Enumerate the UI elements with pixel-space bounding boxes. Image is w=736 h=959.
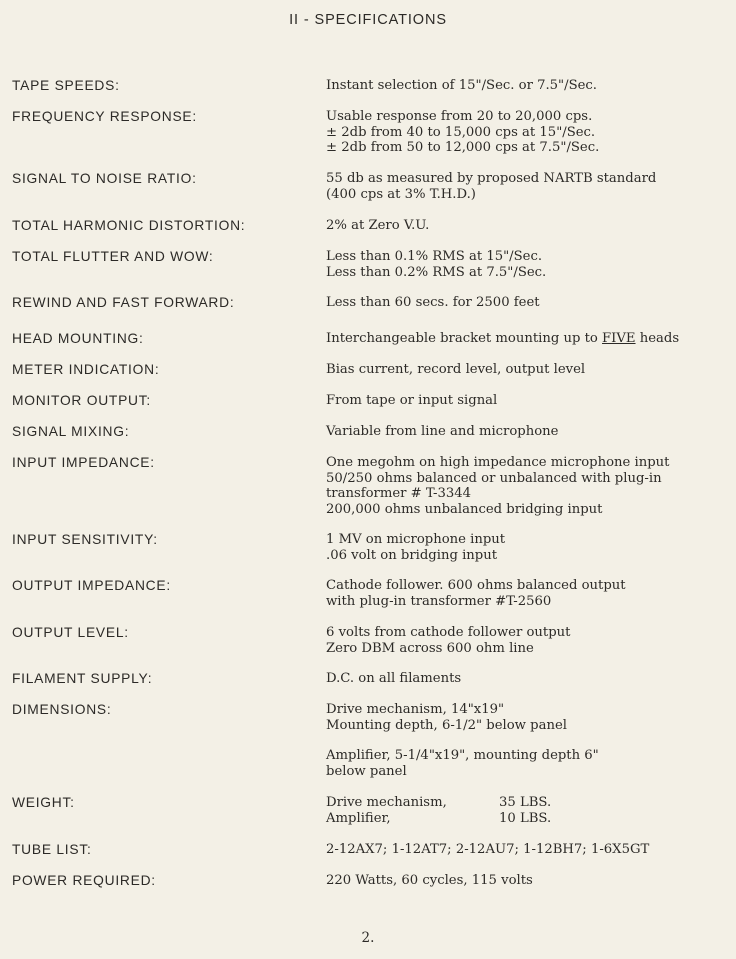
- spec-text: heads: [635, 331, 680, 346]
- spec-line: Instant selection of 15"/Sec. or 7.5"/Sec.: [326, 78, 597, 93]
- spec-line: Bias current, record level, output level: [326, 362, 586, 377]
- spec-line: Less than 60 secs. for 2500 feet: [326, 295, 540, 310]
- spec-line: below panel: [326, 763, 407, 779]
- spec-label: TOTAL FLUTTER AND WOW:: [12, 249, 214, 264]
- weight-value: 35 LBS.: [499, 795, 552, 810]
- weight-item: Amplifier,: [326, 810, 391, 826]
- weight-item: Drive mechanism,: [326, 795, 447, 810]
- spec-label: POWER REQUIRED:: [12, 873, 156, 888]
- spec-label: REWIND AND FAST FORWARD:: [12, 295, 235, 310]
- spec-value: [326, 455, 736, 517]
- spec-line: Less than 0.2% RMS at 7.5"/Sec.: [326, 264, 547, 280]
- spec-value: [326, 795, 736, 826]
- spec-value: [326, 532, 736, 563]
- spec-value: [326, 702, 736, 779]
- spec-value: [326, 78, 736, 94]
- spec-line: 200,000 ohms unbalanced bridging input: [326, 501, 603, 517]
- spec-value: [326, 424, 736, 440]
- spec-label: TOTAL HARMONIC DISTORTION:: [12, 218, 246, 233]
- spec-label: SIGNAL MIXING:: [12, 424, 130, 439]
- spec-value: [326, 362, 736, 378]
- spec-label: MONITOR OUTPUT:: [12, 393, 151, 408]
- spec-value: [326, 578, 736, 609]
- spec-value: [326, 331, 736, 347]
- spec-label: OUTPUT LEVEL:: [12, 625, 129, 640]
- spec-line: Cathode follower. 600 ohms balanced output: [326, 578, 626, 593]
- spec-label: WEIGHT:: [12, 795, 75, 810]
- spec-value: [326, 625, 736, 656]
- page-title: II - SPECIFICATIONS: [289, 12, 447, 28]
- spec-value: [326, 109, 736, 156]
- spec-line: Usable response from 20 to 20,000 cps.: [326, 109, 593, 124]
- weight-value: 10 LBS.: [499, 810, 552, 826]
- weight-line: [326, 811, 736, 827]
- spec-line: 55 db as measured by proposed NARTB standard: [326, 171, 657, 186]
- spec-label: FREQUENCY RESPONSE:: [12, 109, 197, 124]
- spec-value: [326, 171, 736, 202]
- spec-line: 2-12AX7; 1-12AT7; 2-12AU7; 1-12BH7; 1-6X5GT: [326, 842, 650, 857]
- spec-label: HEAD MOUNTING:: [12, 331, 144, 346]
- spec-label: INPUT SENSITIVITY:: [12, 532, 158, 547]
- spec-line: D.C. on all filaments: [326, 671, 462, 686]
- spec-line: 50/250 ohms balanced or unbalanced with plug-in: [326, 470, 662, 486]
- spec-line: 6 volts from cathode follower output: [326, 625, 571, 640]
- spec-text: Interchangeable bracket mounting up to: [326, 331, 603, 346]
- spec-line: with plug-in transformer #T-2560: [326, 593, 552, 609]
- spec-line: Amplifier, 5-1/4"x19", mounting depth 6": [326, 748, 599, 763]
- spec-label: METER INDICATION:: [12, 362, 160, 377]
- spec-value: [326, 873, 736, 889]
- spec-line: Zero DBM across 600 ohm line: [326, 640, 534, 656]
- spec-line: transformer # T-3344: [326, 486, 472, 501]
- spec-value: [326, 249, 736, 280]
- spec-label: SIGNAL TO NOISE RATIO:: [12, 171, 197, 186]
- spec-line: ± 2db from 40 to 15,000 cps at 15"/Sec.: [326, 124, 596, 140]
- spec-line: 1 MV on microphone input: [326, 532, 506, 547]
- spec-label: OUTPUT IMPEDANCE:: [12, 578, 171, 593]
- spec-line: ± 2db from 50 to 12,000 cps at 7.5"/Sec.: [326, 140, 600, 155]
- spec-label: FILAMENT SUPPLY:: [12, 671, 153, 686]
- spec-value: [326, 218, 736, 234]
- spec-line: (400 cps at 3% T.H.D.): [326, 186, 476, 202]
- spec-label: TUBE LIST:: [12, 842, 92, 857]
- weight-line: [326, 795, 736, 811]
- page-number: 2.: [361, 930, 375, 946]
- spec-value: [326, 393, 736, 409]
- spec-line: Mounting depth, 6-1/2" below panel: [326, 717, 567, 733]
- spec-emphasis: FIVE: [602, 331, 636, 346]
- spec-line: .06 volt on bridging input: [326, 547, 498, 563]
- spec-line: [326, 331, 736, 347]
- spec-line: Less than 0.1% RMS at 15"/Sec.: [326, 249, 543, 264]
- spec-value: [326, 295, 736, 311]
- spec-label: INPUT IMPEDANCE:: [12, 455, 155, 470]
- spec-line: 2% at Zero V.U.: [326, 218, 430, 233]
- spec-label: TAPE SPEEDS:: [12, 78, 120, 93]
- spec-value: [326, 671, 736, 687]
- spec-line: 220 Watts, 60 cycles, 115 volts: [326, 873, 533, 888]
- spec-line: Drive mechanism, 14"x19": [326, 702, 505, 717]
- spec-label: DIMENSIONS:: [12, 702, 112, 717]
- spec-line: Variable from line and microphone: [326, 424, 559, 439]
- spec-line: One megohm on high impedance microphone input: [326, 455, 670, 470]
- spec-value: [326, 842, 736, 858]
- spec-gap: [326, 733, 736, 748]
- spec-line: From tape or input signal: [326, 393, 498, 408]
